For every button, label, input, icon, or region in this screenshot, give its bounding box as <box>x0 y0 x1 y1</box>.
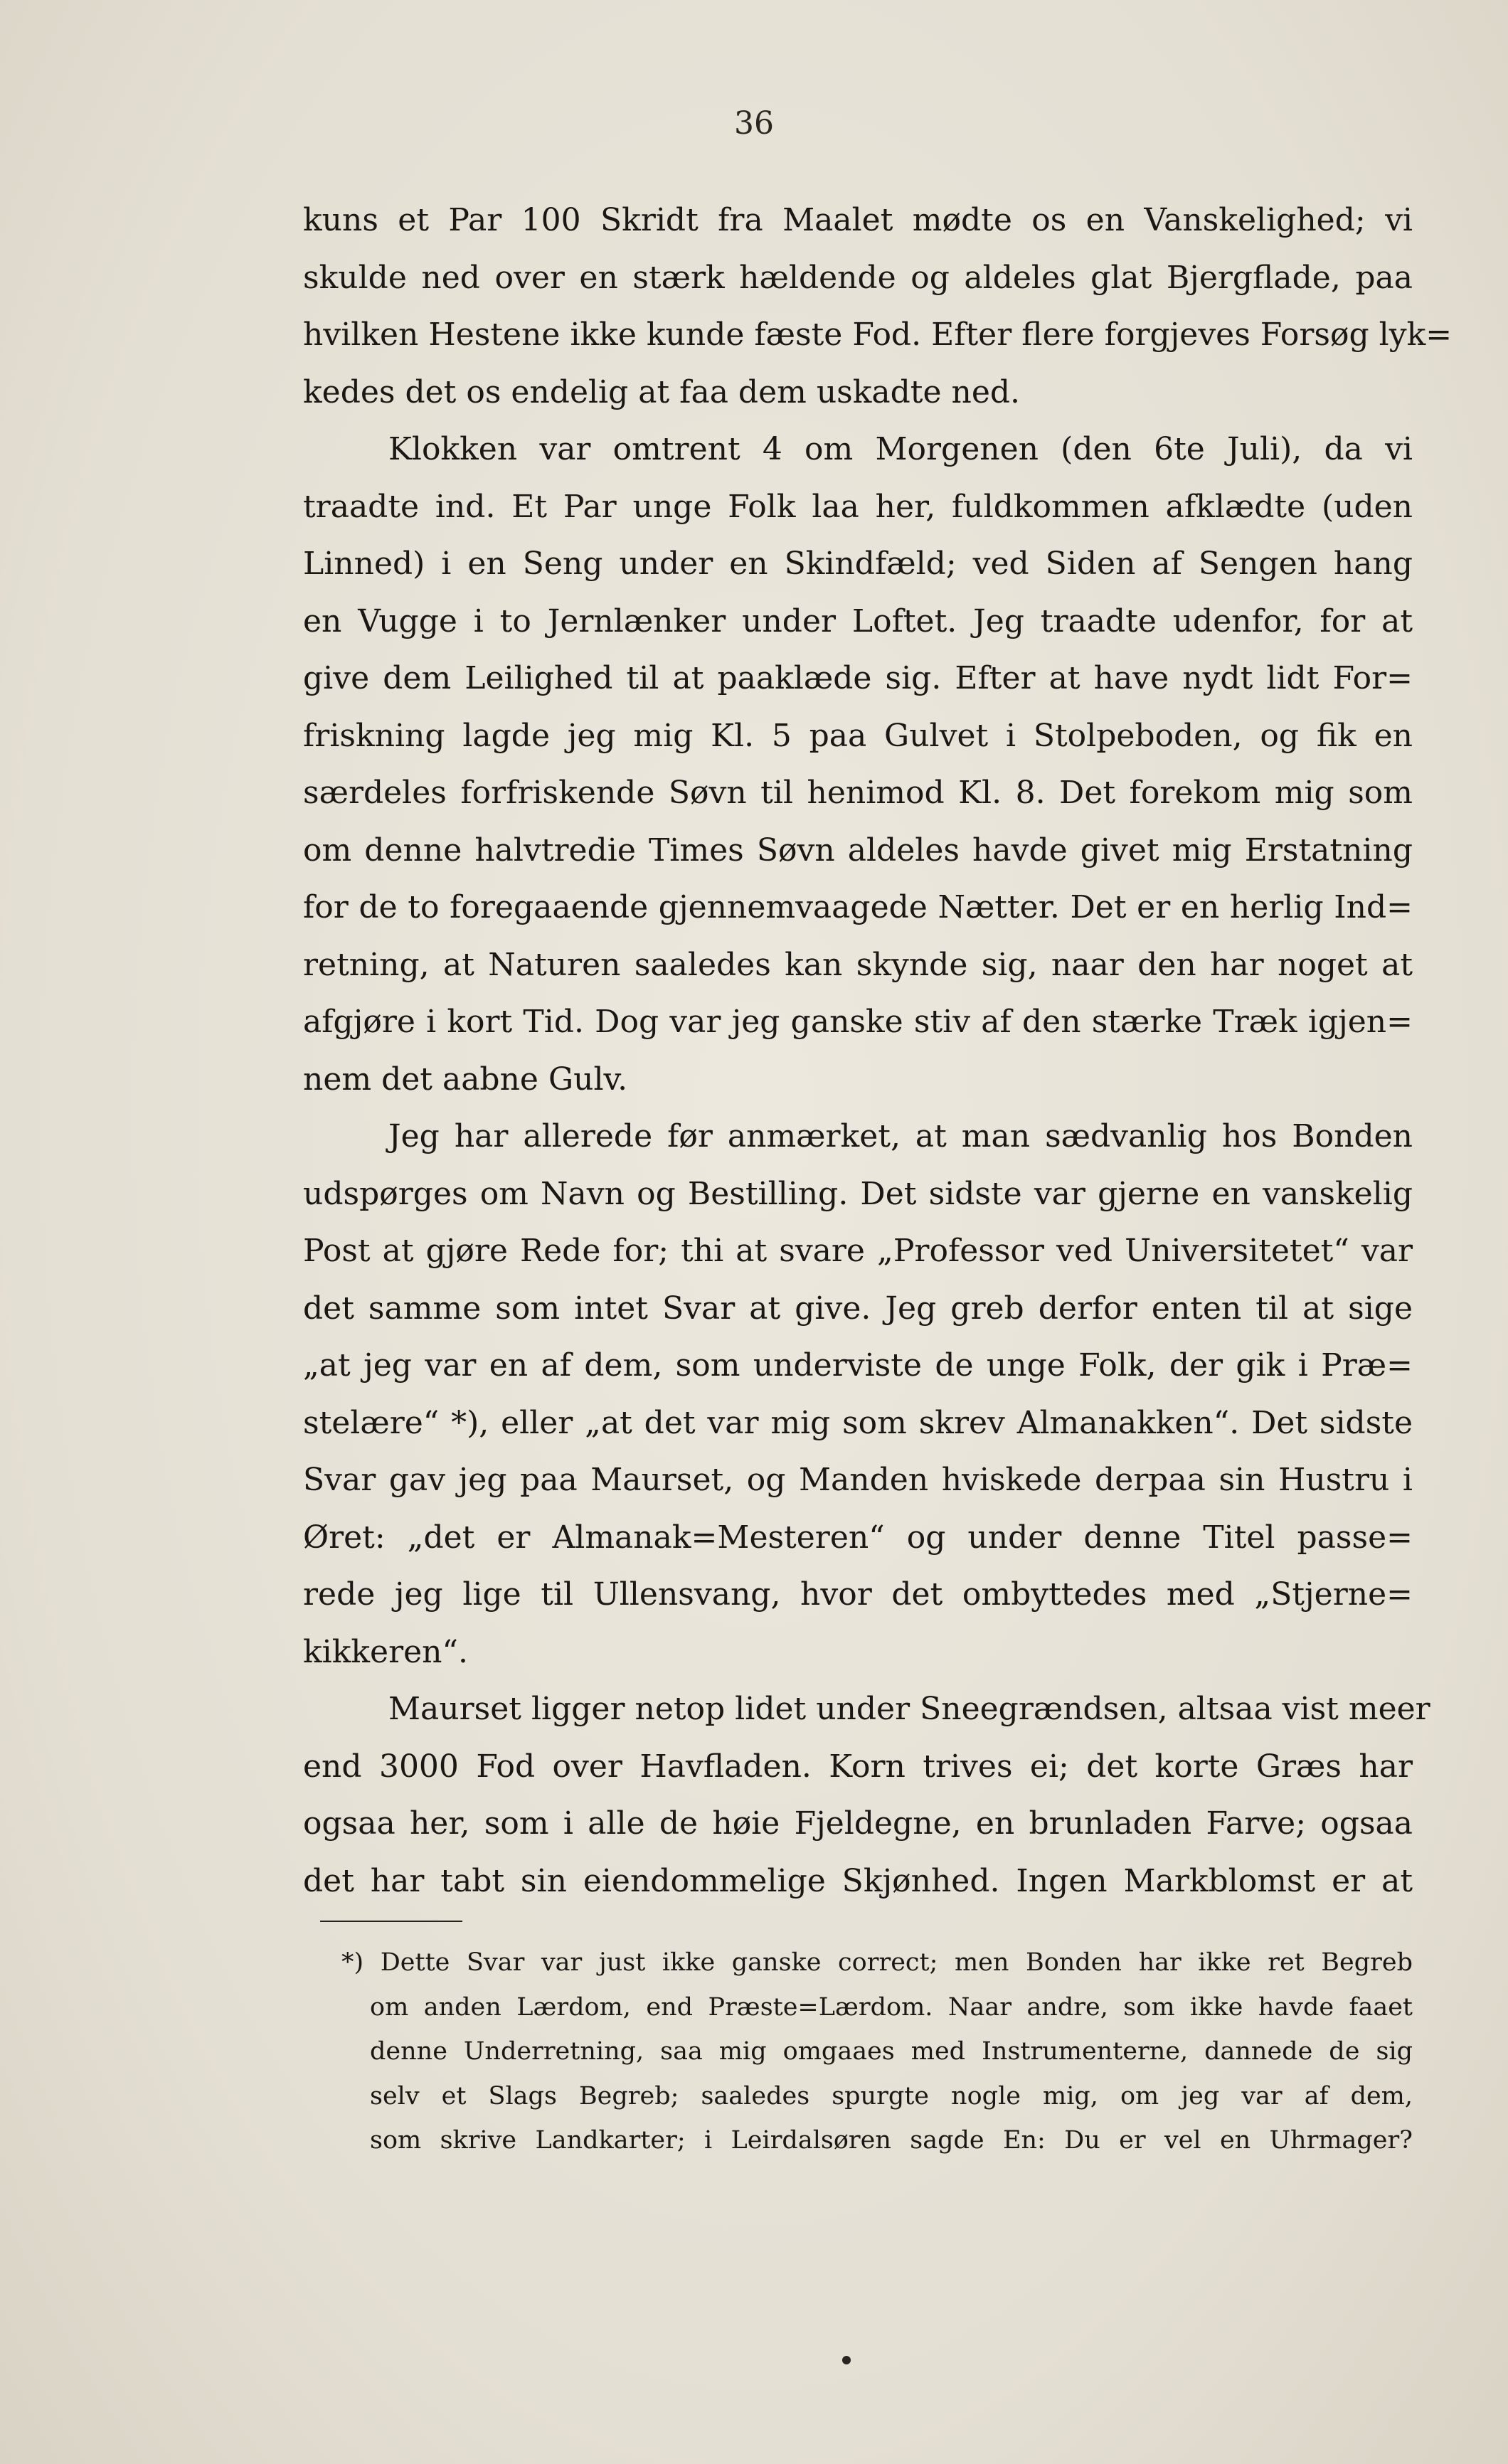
text-line: ogsaa her, som i alle de høie Fjeldegne, en brunladen Farve; ogsaa <box>303 1805 1413 1842</box>
text-line: end 3000 Fod over Havfladen. Korn trives ei; det korte Græs har <box>303 1748 1413 1785</box>
text-line: retning, at Naturen saaledes kan skynde sig, naar den har noget at <box>303 946 1413 983</box>
text-line: stelære“ *), eller „at det var mig som skrev Almanakken“. Det sidste <box>303 1404 1413 1441</box>
text-line: friskning lagde jeg mig Kl. 5 paa Gulvet i Stolpeboden, og fik en <box>303 717 1413 754</box>
footnote-line: *) Dette Svar var just ikke ganske correct; men Bonden har ikke ret Begreb <box>341 1948 1413 1977</box>
text-line: særdeles forfriskende Søvn til henimod Kl. 8. Det forekom mig som <box>303 775 1413 811</box>
text-line: rede jeg lige til Ullensvang, hvor det ombyttedes med „Stjerne= <box>303 1576 1413 1613</box>
text-line: Svar gav jeg paa Maurset, og Manden hviskede derpaa sin Hustru i <box>303 1462 1413 1498</box>
text-line: traadte ind. Et Par unge Folk laa her, fuldkommen afklædte (uden <box>303 488 1413 525</box>
footnote-line: selv et Slags Begreb; saaledes spurgte nogle mig, om jeg var af dem, <box>370 2081 1413 2110</box>
text-line: det har tabt sin eiendommelige Skjønhed. Ingen Markblomst er at <box>303 1862 1413 1899</box>
text-line: det samme som intet Svar at give. Jeg greb derfor enten til at sige <box>303 1290 1413 1327</box>
text-line: afgjøre i kort Tid. Dog var jeg ganske stiv af den stærke Træk igjen= <box>303 1004 1413 1040</box>
footnote-line: om anden Lærdom, end Præste=Lærdom. Naar andre, som ikke havde faaet <box>370 1992 1413 2022</box>
text-line: udspørges om Navn og Bestilling. Det sidste var gjerne en vanskelig <box>303 1175 1413 1212</box>
text-line: om denne halvtredie Times Søvn aldeles havde givet mig Erstatning <box>303 832 1413 869</box>
text-line: Linned) i en Seng under en Skindfæld; ved Siden af Sengen hang <box>303 546 1413 582</box>
footnote-line: som skrive Landkarter; i Leirdalsøren sagde En: Du er vel en Uhrmager? <box>370 2126 1413 2155</box>
signature-mark <box>842 2356 851 2364</box>
text-line: en Vugge i to Jernlænker under Loftet. Jeg traadte udenfor, for at <box>303 602 1413 639</box>
footnotes <box>341 1940 1413 2163</box>
text-line: kikkeren“. <box>303 1633 468 1670</box>
text-line: for de to foregaaende gjennemvaagede Nætter. Det er en herlig Ind= <box>303 889 1413 925</box>
text-line: Øret: „det er Almanak=Mesteren“ og under denne Titel passe= <box>303 1519 1413 1556</box>
text-line: nem det aabne Gulv. <box>303 1061 628 1098</box>
page-number: 36 <box>734 105 774 142</box>
text-line: Jeg har allerede før anmærket, at man sædvanlig hos Bonden <box>388 1118 1413 1154</box>
text-line: skulde ned over en stærk hældende og aldeles glat Bjergflade, paa <box>303 259 1413 296</box>
text-line: kedes det os endelig at faa dem uskadte ned. <box>303 373 1021 410</box>
body-text <box>303 192 1453 1910</box>
footnote-divider <box>320 1921 462 1922</box>
text-line: Post at gjøre Rede for; thi at svare „Professor ved Universitetet“ var <box>303 1233 1413 1269</box>
text-line: „at jeg var en af dem, som underviste de unge Folk, der gik i Præ= <box>303 1347 1413 1384</box>
text-line: kuns et Par 100 Skridt fra Maalet mødte os en Vanskelighed; vi <box>303 202 1413 238</box>
footnote-line: denne Underretning, saa mig omgaaes med Instrumenterne, dannede de sig <box>370 2037 1413 2066</box>
text-line: Maurset ligger netop lidet under Sneegrændsen, altsaa vist meer <box>388 1691 1430 1727</box>
text-line: give dem Leilighed til at paaklæde sig. Efter at have nydt lidt For= <box>303 660 1413 696</box>
text-line: Klokken var omtrent 4 om Morgenen (den 6te Juli), da vi <box>388 431 1413 467</box>
text-line: hvilken Hestene ikke kunde fæste Fod. Efter flere forgjeves Forsøg lyk= <box>303 317 1453 353</box>
